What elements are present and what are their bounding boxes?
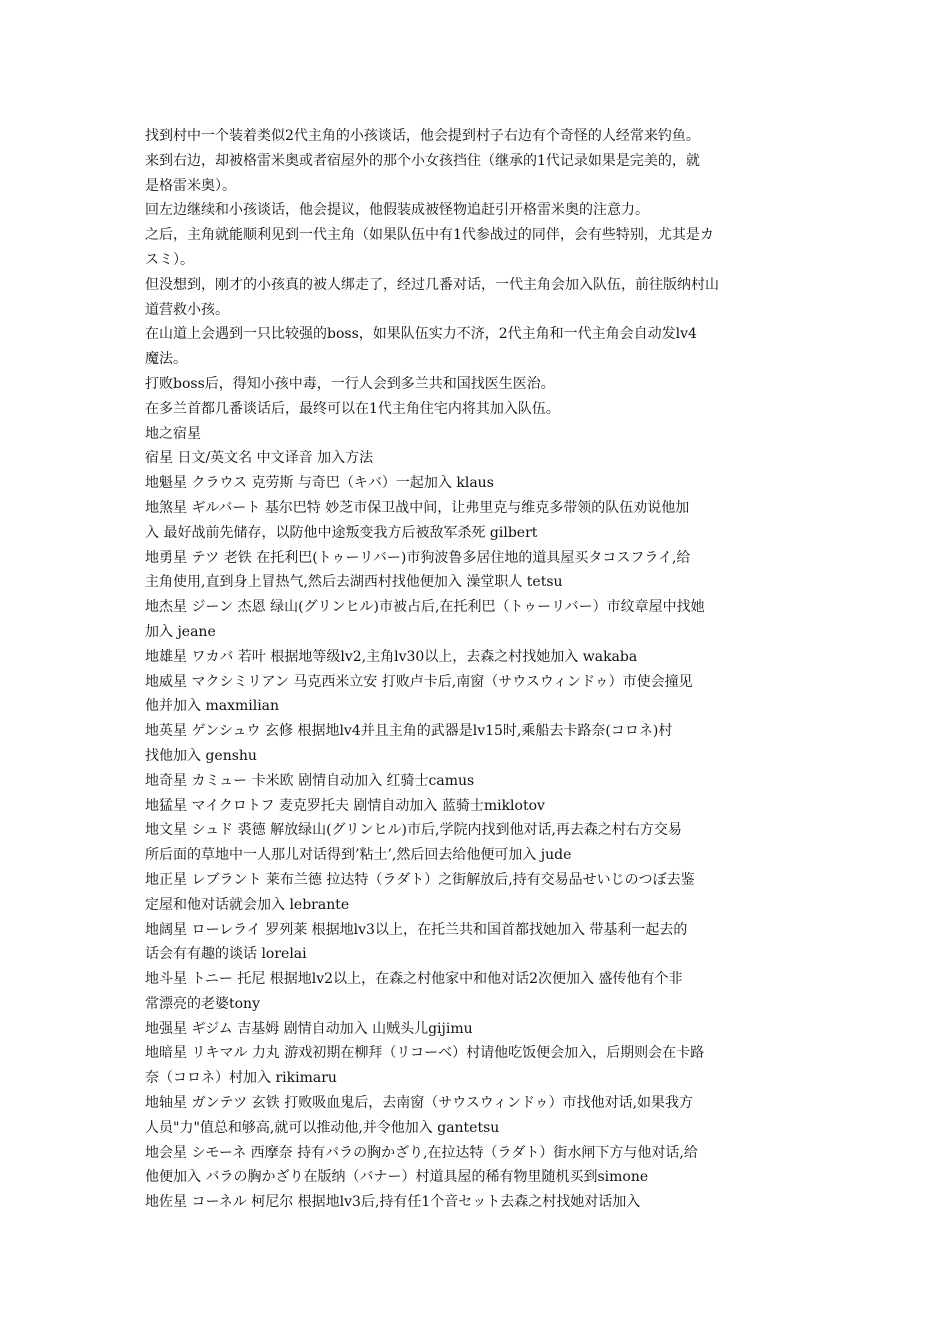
text-line: 地文星 シュド 裘德 解放绿山(グリンヒル)市后,学院内找到他对话,再去森之村右方交易 xyxy=(145,822,682,839)
text-line: 是格雷米奥）。 xyxy=(145,177,236,194)
text-line: 在山道上会遇到一只比较强的boss，如果队伍实力不济，2代主角和一代主角会自动发lv4 xyxy=(145,326,697,343)
text-line: 所后面的草地中一人那儿对话得到’粘土’,然后回去给他便可加入 jude xyxy=(145,847,572,864)
text-line: 地正星 レブラント 莱布兰德 拉达特（ラダト）之街解放后,持有交易品せいじのつぼ去鉴 xyxy=(145,871,695,888)
text-lines xyxy=(145,124,815,1215)
text-line: 在多兰首都几番谈话后，最终可以在1代主角住宅内将其加入队伍。 xyxy=(145,400,560,417)
text-line: 地佐星 コーネル 柯尼尔 根据地lv3后,持有任1个音セット去森之村找她对话加入 xyxy=(145,1194,641,1211)
text-line: 地煞星 ギルバート 基尔巴特 妙芝市保卫战中间，让弗里克与维克多带领的队伍劝说他加 xyxy=(145,499,690,516)
text-line: 魔法。 xyxy=(145,351,187,368)
text-line: 人员"力"值总和够高,就可以推动他,并令他加入 gantetsu xyxy=(145,1119,500,1136)
text-line: 宿星 日文/英文名 中文译音 加入方法 xyxy=(145,450,374,467)
text-line: 找到村中一个装着类似2代主角的小孩谈话，他会提到村子右边有个奇怪的人经常来钓鱼。 xyxy=(145,128,700,144)
text-line: 他并加入 maxmilian xyxy=(145,698,280,715)
text-line: 道营救小孩。 xyxy=(145,301,229,318)
text-line: 地奇星 カミュー 卡米欧 剧情自动加入 红骑士camus xyxy=(145,772,475,789)
text-line: 之后，主角就能顺利见到一代主角（如果队伍中有1代参战过的同伴，会有些特别，尤其是カ xyxy=(145,227,714,244)
text-line: 地斗星 トニー 托尼 根据地lv2以上，在森之村他家中和他对话2次便加入 盛传他有个非 xyxy=(145,971,683,988)
text-line: 定屋和他对话就会加入 lebrante xyxy=(145,896,350,913)
text-line: 来到右边，却被格雷米奥或者宿屋外的那个小女孩挡住（继承的1代记录如果是完美的，就 xyxy=(145,152,700,169)
text-line: 入 最好战前先储存，以防他中途叛变我方后被敌军杀死 gilbert xyxy=(145,524,538,541)
text-line: 话会有有趣的谈话 lorelai xyxy=(145,946,307,963)
text-line: 他便加入 バラの胸かざり在版纳（バナー）村道具屋的稀有物里随机买到simone xyxy=(145,1169,649,1186)
text-line: 地强星 ギジム 吉基姆 剧情自动加入 山贼头儿gijimu xyxy=(145,1020,473,1037)
text-line: 地勇星 テツ 老铁 在托利巴(トゥーリバー)市狗波鲁多居住地的道具屋买タコスフライ,给 xyxy=(145,549,691,566)
text-line: 找他加入 genshu xyxy=(145,747,257,764)
text-line: 地暗星 リキマル 力丸 游戏初期在柳拜（リコーベ）村请他吃饭便会加入，后期则会在卡路 xyxy=(145,1045,705,1062)
text-line: 地会星 シモーネ 西摩奈 持有バラの胸かざり,在拉达特（ラダト）街水闸下方与他对话,给 xyxy=(145,1144,698,1161)
text-line: 地之宿星 xyxy=(145,425,201,442)
text-line: 但没想到，刚才的小孩真的被人绑走了，经过几番对话，一代主角会加入队伍，前往版纳村山 xyxy=(145,276,719,293)
text-line: 回左边继续和小孩谈话，他会提议，他假装成被怪物追赶引开格雷米奥的注意力。 xyxy=(145,202,649,219)
text-line: 地英星 ゲンシュウ 玄修 根据地lv4并且主角的武器是lv15时,乘船去卡路奈(コロネ)村 xyxy=(145,723,673,740)
text-line: 地猛星 マイクロトフ 麦克罗托夫 剧情自动加入 蓝骑士miklotov xyxy=(145,797,545,814)
text-line: スミ）。 xyxy=(145,251,194,268)
text-line: 地杰星 ジーン 杰恩 绿山(グリンヒル)市被占后,在托利巴（トゥーリバー）市纹章屋中找她 xyxy=(145,599,705,616)
text-line: 主角使用,直到身上冒热气,然后去湖西村找他便加入 澡堂职人 tetsu xyxy=(145,574,563,591)
document-body xyxy=(145,124,815,1215)
text-line: 加入 jeane xyxy=(145,623,216,640)
text-line: 常漂亮的老婆tony xyxy=(145,995,260,1012)
text-line: 打败boss后，得知小孩中毒，一行人会到多兰共和国找医生医治。 xyxy=(145,375,555,392)
text-line: 地雄星 ワカバ 若叶 根据地等级lv2,主角lv30以上，去森之村找她加入 wakaba xyxy=(145,648,638,665)
text-line: 地魁星 クラウス 克劳斯 与奇巴（キバ）一起加入 klaus xyxy=(145,475,494,492)
text-line: 地阔星 ローレライ 罗列莱 根据地lv3以上，在托兰共和国首都找她加入 带基利一起去的 xyxy=(145,921,688,938)
text-line: 地威星 マクシミリアン 马克西米立安 打败卢卡后,南窗（サウスウィンドゥ）市使会撞见 xyxy=(145,673,693,690)
text-line: 奈（コロネ）村加入 rikimaru xyxy=(145,1070,337,1087)
text-line: 地轴星 ガンテツ 玄铁 打败吸血鬼后，去南窗（サウスウィンドゥ）市找他对话,如果我方 xyxy=(145,1095,694,1112)
